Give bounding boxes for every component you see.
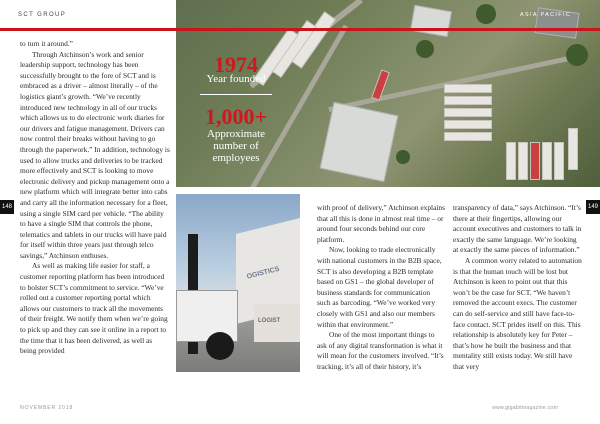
trailer-lettering: LOGIST xyxy=(258,318,281,324)
stat-employees-number: 1,000+ xyxy=(204,104,268,129)
stat-founded-number: 1974 xyxy=(214,52,258,77)
col1-paragraph: As well as making life easier for staff, a customer reporting platform has been introduced to bolster SCT’s commitment to service. “We’ve rolled out a customer reporting portal which allows our customers to track all the movements of their freight. We notify them when we’re going to pick up and they can see it online in a report to the time that it has been delivered, as well as being provided xyxy=(20,261,168,356)
col3-paragraph: A common worry related to automation is that the human touch will be lost but Atchinson is keen to point out that this won’t be the case for SCT. “We haven’t removed the account execs. The customer can do self-service and still have face-to-face contact. SCT prides itself on this. This relationship is absolutely key for Peter – that’s how he built the business and that mentality still exists today. We still have that very xyxy=(453,255,582,371)
footer-date: NOVEMBER 2018 xyxy=(20,405,74,411)
column-2 xyxy=(317,203,445,373)
brand-header: SCT GROUP xyxy=(18,12,67,18)
col3-paragraph: transparency of data,” says Atchinson. “It’s there at their fingertips, allowing our account executives and customers to talk in exactly the same language. We’re looking at exactly the same pieces of information.” xyxy=(453,203,582,255)
col2-paragraph: Now, looking to trade electronically with national customers in the B2B space, SCT is also developing a B2B template based on GS1 – the global developer of business standards for communication such as barcoding. “We’ve worked very closely with GS1 and also our members within that environment.” xyxy=(317,245,442,329)
column-1 xyxy=(20,39,170,357)
stat-divider xyxy=(200,94,272,95)
col1-paragraph: Through Atchinson’s work and senior leadership support, technology has been successfully brought to the fore of SCT and is embraced as a driver – almost literally – of the logistics giant’s growth. “We’ve recently introduced new technology in all of our trucks which allows us to do electronic work diaries for our drivers and fatigue management. Drivers can now control their breaks without having to go through the paperwork.” In addition, technology is used to allow trucks and deliveries to be tracked more effectively and SCT is looking to move electronic delivery and pickup management onto a new platform which will integrate better into cabs and carry all the information necessary for a fleet, using a single SIM card per vehicle. “The ability to have a single SIM that controls the phone, telematics and tablets in our trucks will have paid for itself within three years just through telco savings,” Atchinson enthuses. xyxy=(20,49,170,260)
header-rule xyxy=(0,28,600,31)
col2-paragraph: with proof of delivery,” Atchinson explains that all this is done in almost real time – or around four seconds behind our core platform. xyxy=(317,203,446,244)
region-header: ASIA PACIFIC xyxy=(520,12,572,18)
col1-paragraph: to turn it around.” xyxy=(20,39,73,48)
stat-founded-label: Year founded xyxy=(206,73,266,85)
truck-photo xyxy=(176,194,300,372)
column-3 xyxy=(453,203,583,373)
stat-employees-label: Approximate number of employees xyxy=(206,128,266,164)
trailer-lettering: OGISTICS xyxy=(246,265,281,281)
forklift-wheel xyxy=(206,332,234,360)
page-number-right: 149 xyxy=(586,200,600,214)
col2-paragraph: One of the most important things to ask of any digital transformation is what it will mean for the customers involved. “It’s tracking, it’s all of their history, it’s xyxy=(317,330,444,371)
footer-url: www.gigabitmagazine.com xyxy=(492,405,559,411)
page-number-left: 148 xyxy=(0,200,14,214)
